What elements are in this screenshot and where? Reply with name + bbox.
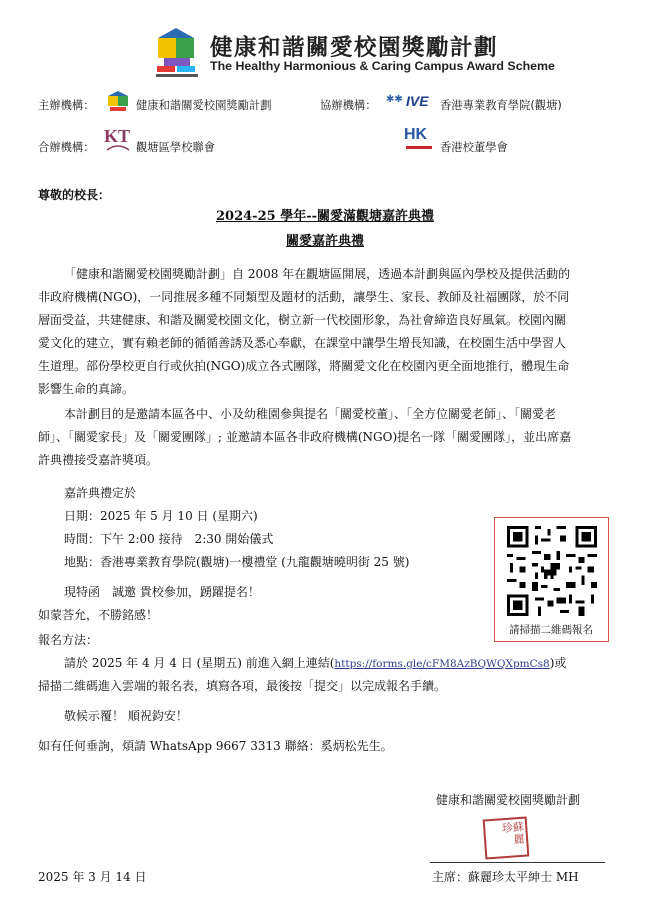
invitation-line: 現特函 誠邀 貴校參加，踴躍提名！ — [64, 585, 260, 599]
event-time: 時間：下午 2:00 接待 2:30 開始儀式 — [64, 532, 274, 546]
event-intro: 嘉許典禮定於 — [64, 486, 137, 500]
signoff-organization: 健康和諧關愛校園獎勵計劃 — [436, 793, 581, 807]
registration-label: 報名方法： — [38, 633, 99, 647]
contact-line: 如有任何垂詢，煩請 WhatsApp 9667 3313 聯絡：奚炳松先生。 — [38, 739, 393, 753]
qr-code-panel — [494, 517, 609, 642]
paragraph-purpose: 本計劃目的是邀請本區各中、小及幼稚園參與提名「關愛校董」、「全方位關愛老師」、「關愛老 師」、「關愛家長」及「關愛團隊」; 並邀請本區各非政府機構(NGO)提名一隊「關愛團隊」，並出席嘉 許典禮接受嘉許獎項。 — [38, 407, 572, 467]
scheme-title-en: The Healthy Harmonious & Caring Campus Award Scheme — [210, 59, 555, 73]
paragraph-intro: 「健康和諧關愛校園獎勵計劃」自 2008 年在觀塘區開展，透過本計劃與區內學校及提供活動的 非政府機構(NGO)，一同推展多種不同類型及題材的活動，讓學生、家長、教師及社福團隊，於不同 層面受益，共建健康、和諧及關愛校園文化，樹立新一代校園形象，為社會締造良好風氣。校園內關 愛文化的建立，實有賴老師的循循善誘及悉心奉獻，在課堂中讓學生增長知識，在校園生活中學習人 生道理。部份學校更自行或伙拍(NGO)成立各式團隊，將關愛文化在校園內更全面地推行，體現生命 影響生命的真諦。 — [38, 267, 571, 396]
registration-instruction-2: 掃描二維碼進入雲端的報名表，填寫各項，最後按「提交」以完成報名手續。 — [38, 679, 447, 693]
host-label: 主辦機構： — [38, 99, 95, 112]
host-name: 健康和諧關愛校園獎勵計劃 — [136, 99, 272, 112]
event-venue: 地點：香港專業教育學院(觀塘)一樓禮堂 (九龍觀塘曉明街 25 號) — [64, 555, 410, 569]
scheme-logo — [152, 26, 202, 82]
signatory: 主席：蘇麗珍太平紳士 MH — [432, 870, 579, 884]
letter-date: 2025 年 3 月 14 日 — [38, 870, 147, 884]
host-logo — [106, 90, 130, 118]
qr-caption: 請掃描二維碼報名 — [509, 624, 593, 636]
coorg-label: 協辦機構： — [320, 99, 377, 112]
partner-name: 觀塘區學校聯會 — [136, 141, 216, 154]
registration-instruction: 請於 2025 年 4 月 4 日 (星期五) 前進入網上連結(https://forms.gle/cFM8AzBQWQXpmCs8)或 — [64, 656, 567, 670]
kt-school-council-logo: KT — [104, 126, 132, 154]
coorg-name: 香港專業教育學院(觀塘) — [440, 99, 562, 112]
signature-line — [430, 862, 605, 863]
thanks-line: 如蒙荅允，不勝銘感！ — [38, 608, 159, 622]
closing-line: 敬候示覆！ 順祝鈞安！ — [64, 709, 188, 723]
qr-code[interactable] — [507, 526, 597, 616]
partner-label: 合辦機構： — [38, 141, 95, 154]
salutation: 尊敬的校長： — [38, 188, 111, 202]
registration-link[interactable]: https://forms.gle/cFM8AzBQWQXpmCs8 — [334, 658, 550, 670]
heading-ceremony: 2024-25 學年--關愛滿觀塘嘉許典禮 — [216, 209, 434, 224]
heading-award: 關愛嘉許典禮 — [285, 234, 364, 249]
chairperson-seal: 蘇麗珍 — [483, 817, 530, 860]
scheme-title-zh: 健康和諧關愛校園獎勵計劃 — [210, 35, 499, 61]
ive-logo: ✱✱ IVE — [386, 93, 429, 109]
partner2-name: 香港校董學會 — [440, 141, 508, 154]
event-date: 日期：2025 年 5 月 10 日 (星期六) — [64, 509, 258, 523]
school-managers-logo: HK — [404, 126, 434, 154]
